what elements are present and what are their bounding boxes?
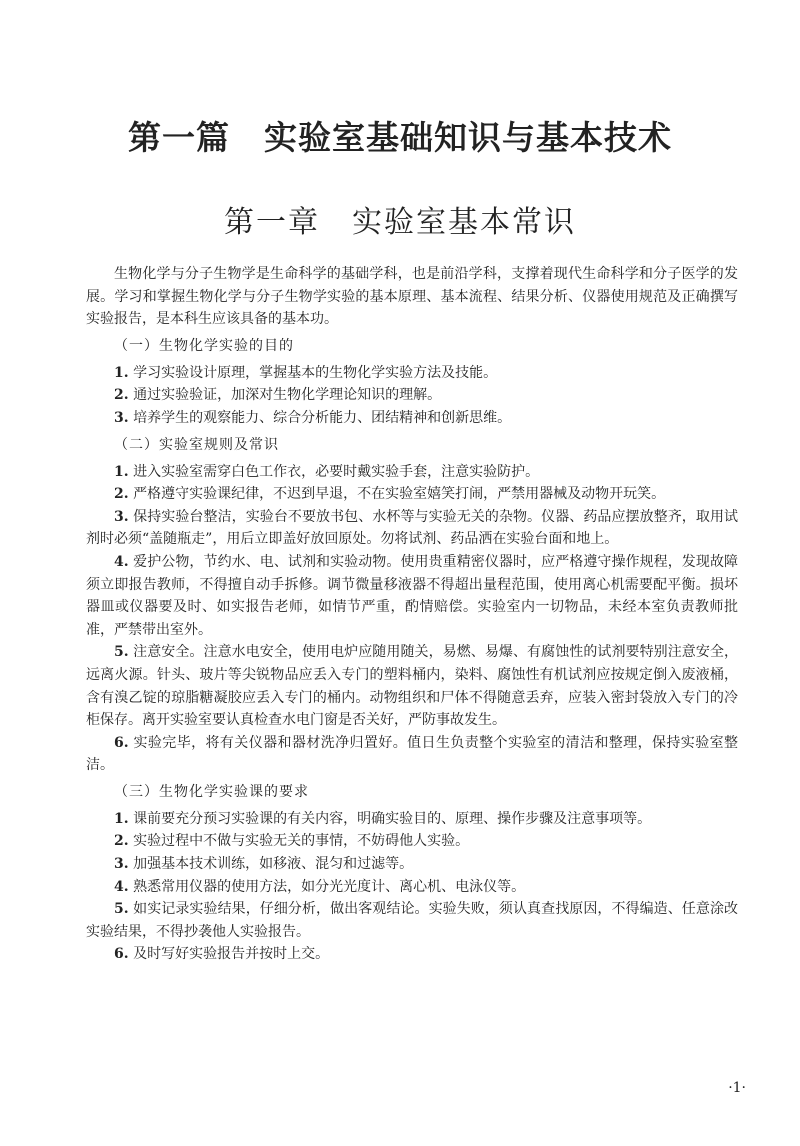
list-item: [86, 407, 738, 430]
item-text: 严格遵守实验课纪律，不迟到早退，不在实验室嬉笑打闹，严禁用器械及动物开玩笑。: [133, 486, 666, 503]
list-item: [86, 483, 738, 506]
item-number: 4.: [114, 553, 129, 570]
item-text: 及时写好实验报告并按时上交。: [133, 946, 330, 963]
item-number: 6.: [114, 946, 129, 963]
item-number: 3.: [114, 409, 129, 426]
item-text: 如实记录实验结果，仔细分析，做出客观结论。实验失败，须认真查找原因，不得编造、任意涂改实验结果，不得抄袭他人实验报告。: [86, 901, 739, 940]
item-number: 2.: [114, 833, 129, 850]
list-item: [86, 461, 738, 484]
item-number: 6.: [114, 734, 129, 751]
item-number: 1.: [114, 364, 129, 381]
list-item: [86, 830, 738, 853]
item-number: 5.: [114, 644, 129, 661]
list-item: [86, 853, 738, 876]
item-text: 实验过程中不做与实验无关的事情，不妨碍他人实验。: [133, 833, 470, 850]
list-item: [86, 506, 738, 551]
page-number: ·1·: [728, 1080, 746, 1096]
item-number: 2.: [114, 486, 129, 503]
list-item: [86, 876, 738, 899]
item-text: 通过实验验证，加深对生物化学理论知识的理解。: [133, 387, 442, 404]
body-text: [86, 263, 738, 966]
list-item: [86, 808, 738, 831]
section-heading-requirements: （三）生物化学实验课的要求: [114, 783, 309, 800]
section-heading-rules: （二）实验室规则及常识: [114, 436, 279, 453]
list-item: [86, 898, 738, 943]
list-item: [86, 943, 738, 966]
item-text: 加强基本技术训练，如移液、混匀和过滤等。: [133, 856, 414, 873]
item-text: 学习实验设计原理，掌握基本的生物化学实验方法及技能。: [133, 364, 498, 381]
list-item: [86, 362, 738, 385]
section-heading-purpose: （一）生物化学实验的目的: [114, 337, 294, 354]
list-item: [86, 641, 738, 731]
item-number: 5.: [114, 901, 129, 918]
item-text: 培养学生的观察能力、综合分析能力、团结精神和创新思维。: [133, 409, 512, 426]
item-text: 实验完毕，将有关仪器和器材洗净归置好。值日生负责整个实验室的清洁和整理，保持实验室整洁。: [86, 734, 739, 774]
intro-paragraph: 生物化学与分子生物学是生命科学的基础学科，也是前沿学科，支撑着现代生命科学和分子医学的发展。学习和掌握生物化学与分子生物学实验的基本原理、基本流程、结果分析、仪器使用规范及正确撰写实验报告，是本科生应该具备的基本功。: [86, 266, 738, 328]
item-number: 1.: [114, 810, 129, 827]
item-text: 熟悉常用仪器的使用方法，如分光光度计、离心机、电泳仪等。: [133, 878, 526, 895]
item-text: 保持实验台整洁，实验台不要放书包、水杯等与实验无关的杂物。仪器、药品应摆放整齐，取用试剂时必须“盖随瓶走”，用后立即盖好放回原处。勿将试剂、药品洒在实验台面和地上。: [86, 508, 739, 548]
item-number: 4.: [114, 878, 129, 895]
chapter-title: 第一章 实验室基本常识: [224, 205, 576, 240]
item-text: 课前要充分预习实验课的有关内容，明确实验目的、原理、操作步骤及注意事项等。: [133, 810, 652, 827]
item-number: 2.: [114, 387, 129, 404]
item-number: 3.: [114, 508, 129, 525]
list-item: [86, 384, 738, 407]
part-title: 第一篇 实验室基础知识与基本技术: [128, 118, 672, 157]
item-number: 3.: [114, 856, 129, 873]
item-text: 进入实验室需穿白色工作衣，必要时戴实验手套，注意实验防护。: [133, 463, 540, 480]
list-item: [86, 732, 738, 777]
item-text: 注意安全。注意水电安全，使用电炉应随用随关，易燃、易爆、有腐蚀性的试剂要特别注意安全，远离火源。针头、玻片等尖锐物品应丢入专门的塑料桶内，染料、腐蚀性有机试剂应按规定倒入废液桶，含有溴乙锭的琼脂糖凝胶应丢入专门的桶内。动物组织和尸体不得随意丢弃，应装入密封袋放入专门的冷柜保存。离开实验室要认真检查水电门窗是否关好，严防事故发生。: [86, 644, 739, 729]
list-item: [86, 551, 738, 641]
item-number: 1.: [114, 463, 129, 480]
item-text: 爱护公物，节约水、电、试剂和实验动物。使用贵重精密仪器时，应严格遵守操作规程，发现故障须立即报告教师，不得擅自动手拆修。调节微量移液器不得超出量程范围，使用离心机需要配平衡。损坏器皿或仪器要及时、如实报告老师，如情节严重，酌情赔偿。实验室内一切物品，未经本室负责教师批准，严禁带出室外。: [86, 553, 739, 638]
